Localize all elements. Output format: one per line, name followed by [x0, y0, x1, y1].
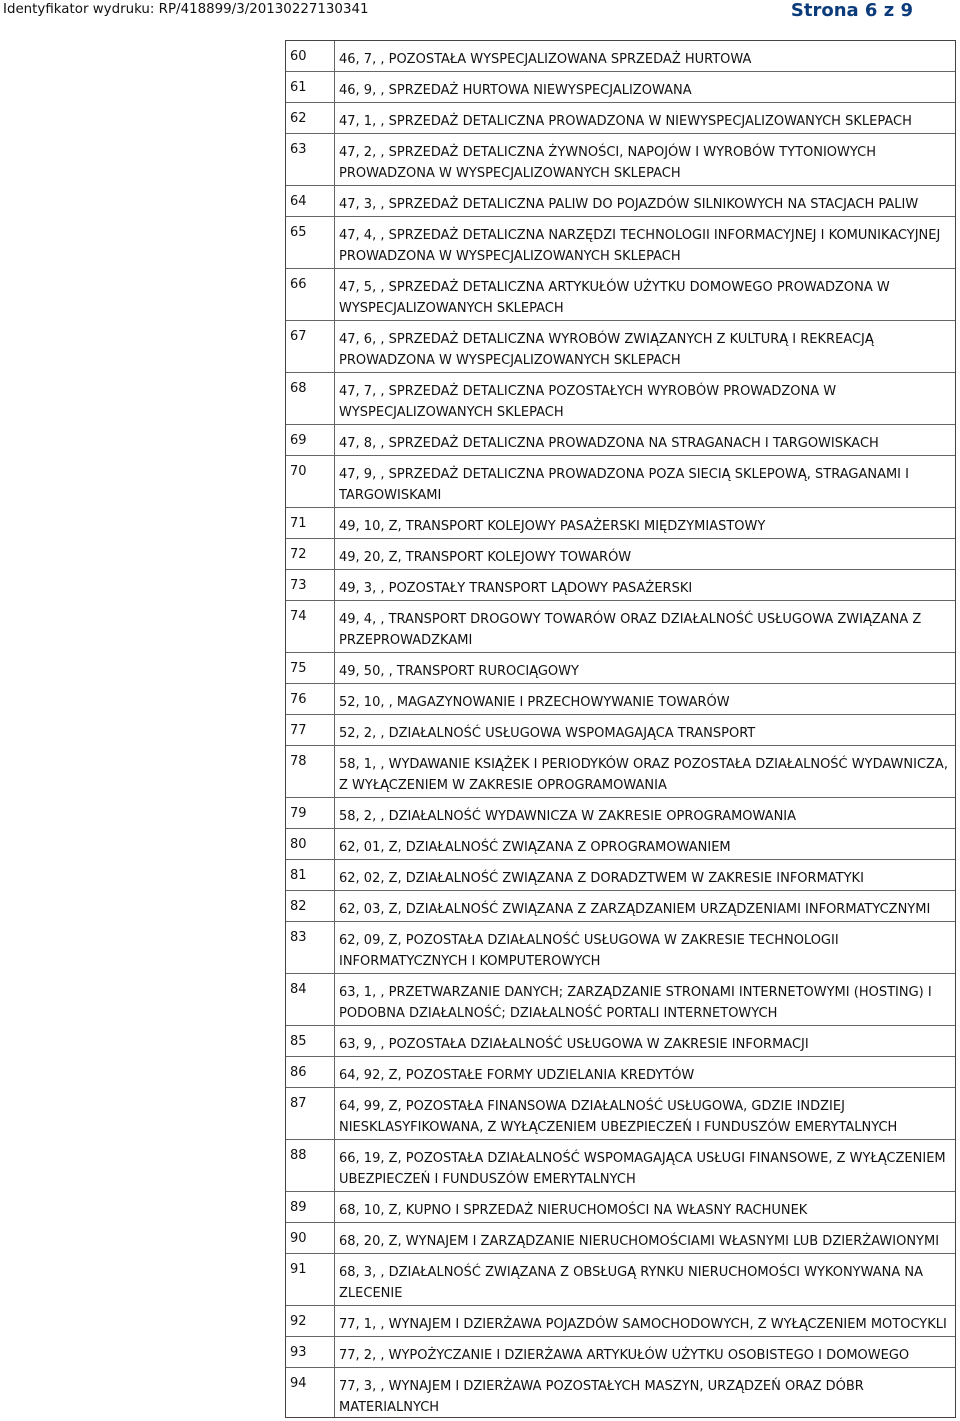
- row-number: 86: [290, 1065, 307, 1080]
- row-description: 66, 19, Z, POZOSTAŁA DZIAŁALNOŚĆ WSPOMAGAJĄCA USŁUGI FINANSOWE, Z WYŁĄCZENIEM UBEZPIECZEŃ I FUNDUSZÓW EMERYTALNYCH: [339, 1151, 946, 1187]
- table-row: [286, 508, 955, 539]
- row-number: 75: [290, 661, 307, 676]
- row-description: 49, 10, Z, TRANSPORT KOLEJOWY PASAŻERSKI MIĘDZYMIASTOWY: [339, 519, 766, 534]
- table-row: [286, 829, 955, 860]
- table-row: [286, 103, 955, 134]
- row-number: 81: [290, 868, 307, 883]
- row-number: 63: [290, 142, 307, 157]
- table-row: [286, 715, 955, 746]
- row-number: 66: [290, 277, 307, 292]
- row-number: 92: [290, 1314, 307, 1329]
- table-row: [286, 1254, 955, 1306]
- row-description: 47, 7, , SPRZEDAŻ DETALICZNA POZOSTAŁYCH WYROBÓW PROWADZONA W WYSPECJALIZOWANYCH SKLEPACH: [339, 384, 837, 420]
- row-number: 65: [290, 225, 307, 240]
- row-number: 74: [290, 609, 307, 624]
- row-number: 71: [290, 516, 307, 531]
- table-row: [286, 41, 955, 72]
- row-number: 87: [290, 1096, 307, 1111]
- row-number: 80: [290, 837, 307, 852]
- table-row: [286, 72, 955, 103]
- row-number: 85: [290, 1034, 307, 1049]
- row-description: 77, 2, , WYPOŻYCZANIE I DZIERŻAWA ARTYKUŁÓW UŻYTKU OSOBISTEGO I DOMOWEGO: [339, 1348, 910, 1363]
- row-description: 77, 3, , WYNAJEM I DZIERŻAWA POZOSTAŁYCH MASZYN, URZĄDZEŃ ORAZ DÓBR MATERIALNYCH: [339, 1379, 864, 1415]
- table-row: [286, 891, 955, 922]
- row-number: 73: [290, 578, 307, 593]
- table-row: [286, 425, 955, 456]
- row-number: 68: [290, 381, 307, 396]
- row-number: 82: [290, 899, 307, 914]
- table-row: [286, 684, 955, 715]
- table-row: [286, 1088, 955, 1140]
- row-description: 49, 20, Z, TRANSPORT KOLEJOWY TOWARÓW: [339, 550, 632, 565]
- row-description: 49, 3, , POZOSTAŁY TRANSPORT LĄDOWY PASAŻERSKI: [339, 581, 693, 596]
- table-row: [286, 1368, 955, 1419]
- row-description: 63, 1, , PRZETWARZANIE DANYCH; ZARZĄDZANIE STRONAMI INTERNETOWYMI (HOSTING) I PODOBNA DZIAŁALNOŚĆ; DZIAŁALNOŚĆ PORTALI INTERNETOWYCH: [339, 985, 932, 1021]
- row-number: 90: [290, 1231, 307, 1246]
- table-row: [286, 217, 955, 269]
- row-description: 52, 2, , DZIAŁALNOŚĆ USŁUGOWA WSPOMAGAJĄCA TRANSPORT: [339, 726, 756, 741]
- row-number: 94: [290, 1376, 307, 1391]
- table-row: [286, 653, 955, 684]
- row-number: 78: [290, 754, 307, 769]
- row-description: 63, 9, , POZOSTAŁA DZIAŁALNOŚĆ USŁUGOWA W ZAKRESIE INFORMACJI: [339, 1037, 809, 1052]
- row-description: 49, 4, , TRANSPORT DROGOWY TOWARÓW ORAZ DZIAŁALNOŚĆ USŁUGOWA ZWIĄZANA Z PRZEPROWADZKAMI: [339, 612, 922, 648]
- table-row: [286, 134, 955, 186]
- table-row: [286, 186, 955, 217]
- table-row: [286, 746, 955, 798]
- row-description: 46, 7, , POZOSTAŁA WYSPECJALIZOWANA SPRZEDAŻ HURTOWA: [339, 52, 752, 67]
- table-row: [286, 601, 955, 653]
- row-description: 62, 02, Z, DZIAŁALNOŚĆ ZWIĄZANA Z DORADZTWEM W ZAKRESIE INFORMATYKI: [339, 871, 864, 886]
- row-description: 47, 4, , SPRZEDAŻ DETALICZNA NARZĘDZI TECHNOLOGII INFORMACYJNEJ I KOMUNIKACYJNEJ PROWADZONA W WYSPECJALIZOWANYCH SKLEPACH: [339, 228, 941, 264]
- table-row: [286, 539, 955, 570]
- table-row: [286, 1026, 955, 1057]
- row-description: 68, 20, Z, WYNAJEM I ZARZĄDZANIE NIERUCHOMOŚCIAMI WŁASNYMI LUB DZIERŻAWIONYMI: [339, 1234, 940, 1249]
- table-row: [286, 798, 955, 829]
- table-row: [286, 456, 955, 508]
- row-description: 62, 03, Z, DZIAŁALNOŚĆ ZWIĄZANA Z ZARZĄDZANIEM URZĄDZENIAMI INFORMATYCZNYMI: [339, 902, 931, 917]
- page-number: Strona 6 z 9: [790, 0, 913, 21]
- table-row: [286, 1140, 955, 1192]
- row-number: 64: [290, 194, 307, 209]
- table-row: [286, 570, 955, 601]
- row-number: 67: [290, 329, 307, 344]
- table-row: [286, 860, 955, 891]
- table-row: [286, 974, 955, 1026]
- table-row: [286, 1057, 955, 1088]
- row-description: 68, 3, , DZIAŁALNOŚĆ ZWIĄZANA Z OBSŁUGĄ RYNKU NIERUCHOMOŚCI WYKONYWANA NA ZLECENIE: [339, 1265, 924, 1301]
- row-number: 61: [290, 80, 307, 95]
- row-description: 64, 99, Z, POZOSTAŁA FINANSOWA DZIAŁALNOŚĆ USŁUGOWA, GDZIE INDZIEJ NIESKLASYFIKOWANA, Z WYŁĄCZENIEM UBEZPIECZEŃ I FUNDUSZÓW EMERYTALNYCH: [339, 1099, 898, 1135]
- table-row: [286, 1223, 955, 1254]
- row-number: 77: [290, 723, 307, 738]
- row-description: 64, 92, Z, POZOSTAŁE FORMY UDZIELANIA KREDYTÓW: [339, 1068, 695, 1083]
- table-row: [286, 373, 955, 425]
- pkd-table: [285, 40, 956, 1418]
- row-description: 47, 3, , SPRZEDAŻ DETALICZNA PALIW DO POJAZDÓW SILNIKOWYCH NA STACJACH PALIW: [339, 197, 919, 212]
- table-row: [286, 1337, 955, 1368]
- row-description: 77, 1, , WYNAJEM I DZIERŻAWA POJAZDÓW SAMOCHODOWYCH, Z WYŁĄCZENIEM MOTOCYKLI: [339, 1317, 947, 1332]
- row-number: 93: [290, 1345, 307, 1360]
- print-identifier: Identyfikator wydruku: RP/418899/3/20130227130341: [3, 2, 369, 17]
- table-row: [286, 922, 955, 974]
- row-description: 58, 2, , DZIAŁALNOŚĆ WYDAWNICZA W ZAKRESIE OPROGRAMOWANIA: [339, 809, 797, 824]
- row-description: 52, 10, , MAGAZYNOWANIE I PRZECHOWYWANIE TOWARÓW: [339, 695, 730, 710]
- row-number: 76: [290, 692, 307, 707]
- row-description: 62, 01, Z, DZIAŁALNOŚĆ ZWIĄZANA Z OPROGRAMOWANIEM: [339, 840, 731, 855]
- row-number: 91: [290, 1262, 307, 1277]
- table-row: [286, 1306, 955, 1337]
- row-description: 47, 9, , SPRZEDAŻ DETALICZNA PROWADZONA POZA SIECIĄ SKLEPOWĄ, STRAGANAMI I TARGOWISKAMI: [339, 467, 909, 503]
- print-header: [0, 0, 960, 24]
- table-row: [286, 321, 955, 373]
- row-number: 69: [290, 433, 307, 448]
- row-description: 46, 9, , SPRZEDAŻ HURTOWA NIEWYSPECJALIZOWANA: [339, 83, 692, 98]
- row-number: 62: [290, 111, 307, 126]
- row-description: 47, 5, , SPRZEDAŻ DETALICZNA ARTYKUŁÓW UŻYTKU DOMOWEGO PROWADZONA W WYSPECJALIZOWANYCH SKLEPACH: [339, 280, 890, 316]
- row-number: 89: [290, 1200, 307, 1215]
- row-description: 47, 6, , SPRZEDAŻ DETALICZNA WYROBÓW ZWIĄZANYCH Z KULTURĄ I REKREACJĄ PROWADZONA W WYSPECJALIZOWANYCH SKLEPACH: [339, 332, 874, 368]
- table-row: [286, 1192, 955, 1223]
- row-number: 83: [290, 930, 307, 945]
- row-description: 47, 1, , SPRZEDAŻ DETALICZNA PROWADZONA W NIEWYSPECJALIZOWANYCH SKLEPACH: [339, 114, 912, 129]
- row-description: 62, 09, Z, POZOSTAŁA DZIAŁALNOŚĆ USŁUGOWA W ZAKRESIE TECHNOLOGII INFORMATYCZNYCH I KOMPUTEROWYCH: [339, 933, 839, 969]
- row-number: 88: [290, 1148, 307, 1163]
- row-description: 47, 8, , SPRZEDAŻ DETALICZNA PROWADZONA NA STRAGANACH I TARGOWISKACH: [339, 436, 879, 451]
- row-description: 68, 10, Z, KUPNO I SPRZEDAŻ NIERUCHOMOŚCI NA WŁASNY RACHUNEK: [339, 1203, 808, 1218]
- row-description: 58, 1, , WYDAWANIE KSIĄŻEK I PERIODYKÓW ORAZ POZOSTAŁA DZIAŁALNOŚĆ WYDAWNICZA, Z WYŁĄCZENIEM W ZAKRESIE OPROGRAMOWANIA: [339, 757, 948, 793]
- row-number: 60: [290, 49, 307, 64]
- row-number: 70: [290, 464, 307, 479]
- row-number: 79: [290, 806, 307, 821]
- row-description: 47, 2, , SPRZEDAŻ DETALICZNA ŻYWNOŚCI, NAPOJÓW I WYROBÓW TYTONIOWYCH PROWADZONA W WYSPECJALIZOWANYCH SKLEPACH: [339, 145, 876, 181]
- table-row: [286, 269, 955, 321]
- row-description: 49, 50, , TRANSPORT RUROCIĄGOWY: [339, 664, 579, 679]
- row-number: 72: [290, 547, 307, 562]
- row-number: 84: [290, 982, 307, 997]
